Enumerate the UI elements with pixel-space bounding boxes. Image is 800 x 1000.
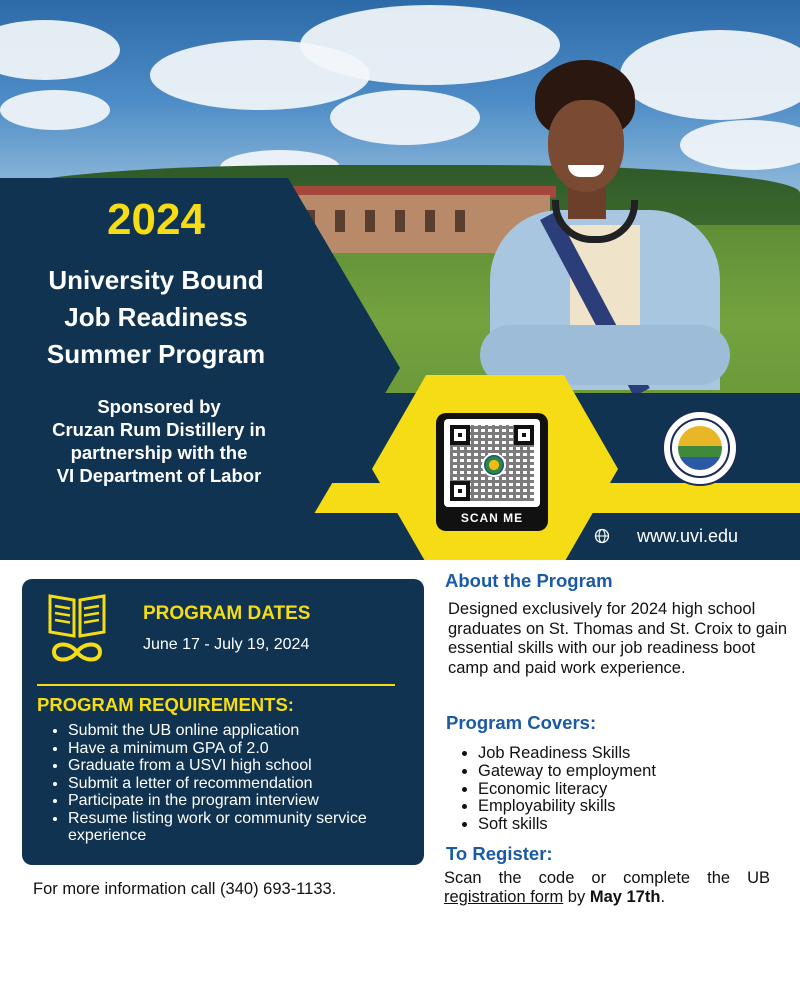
sponsor-text <box>0 395 318 487</box>
list-item: • Graduate from a USVI high school <box>68 757 438 775</box>
register-text <box>444 869 770 907</box>
about-text: Designed exclusively for 2024 high school graduates on St. Thomas and St. Croix to gain essential skills with our job readiness boot camp and paid work experience. <box>448 600 788 677</box>
register-text-middle: by <box>563 888 590 906</box>
qr-code[interactable] <box>436 413 548 531</box>
list-item: • Gateway to employment <box>478 763 656 781</box>
title-line: University Bound <box>48 265 264 295</box>
program-dates-value: June 17 - July 19, 2024 <box>143 636 310 653</box>
building-window <box>425 210 435 232</box>
list-item: • Submit a letter of recommendation <box>68 775 438 793</box>
university-seal-icon <box>662 410 738 486</box>
requirements-list <box>48 722 438 845</box>
website-link[interactable]: www.uvi.edu <box>637 526 739 546</box>
contact-info: For more information call (340) 693-1133. <box>33 880 337 898</box>
open-book-icon <box>46 592 108 664</box>
qr-code-icon <box>444 419 540 507</box>
list-item: • Submit the UB online application <box>68 722 438 740</box>
list-item: • Soft skills <box>478 816 656 834</box>
list-item: • Participate in the program interview <box>68 792 438 810</box>
sponsor-line: VI Department of Labor <box>56 465 262 486</box>
registration-form-link[interactable]: registration form <box>444 888 564 906</box>
sponsor-line: partnership with the <box>70 442 248 463</box>
about-heading: About the Program <box>445 570 613 591</box>
register-text-start: Scan the code or complete the UB <box>444 869 770 887</box>
globe-icon <box>594 528 610 544</box>
cloud <box>330 90 480 145</box>
program-title <box>0 262 312 373</box>
list-item: • Resume listing work or community service experience <box>68 810 438 845</box>
building-window <box>365 210 375 232</box>
register-text-end: . <box>660 888 666 906</box>
cloud <box>0 90 110 130</box>
building-window <box>455 210 465 232</box>
list-item: • Job Readiness Skills <box>478 745 656 763</box>
student-photo <box>480 60 730 390</box>
scan-me-label: SCAN ME <box>460 511 524 525</box>
divider <box>37 684 395 686</box>
title-line: Job Readiness <box>64 302 248 332</box>
program-year: 2024 <box>107 195 205 244</box>
sponsor-line: Sponsored by <box>97 396 221 417</box>
program-dates-heading: PROGRAM DATES <box>143 603 311 624</box>
list-item: • Economic literacy <box>478 781 656 799</box>
registration-deadline: May 17th <box>589 888 661 906</box>
building-window <box>335 210 345 232</box>
covers-list <box>458 745 656 834</box>
covers-heading: Program Covers: <box>446 712 597 733</box>
title-line: Summer Program <box>46 339 266 369</box>
building-window <box>395 210 405 232</box>
requirements-heading: PROGRAM REQUIREMENTS: <box>37 694 294 715</box>
sponsor-line: Cruzan Rum Distillery in <box>52 419 266 440</box>
register-heading: To Register: <box>446 843 553 864</box>
list-item: • Have a minimum GPA of 2.0 <box>68 740 438 758</box>
list-item: • Employability skills <box>478 798 656 816</box>
uvi-logo-icon <box>482 453 506 477</box>
